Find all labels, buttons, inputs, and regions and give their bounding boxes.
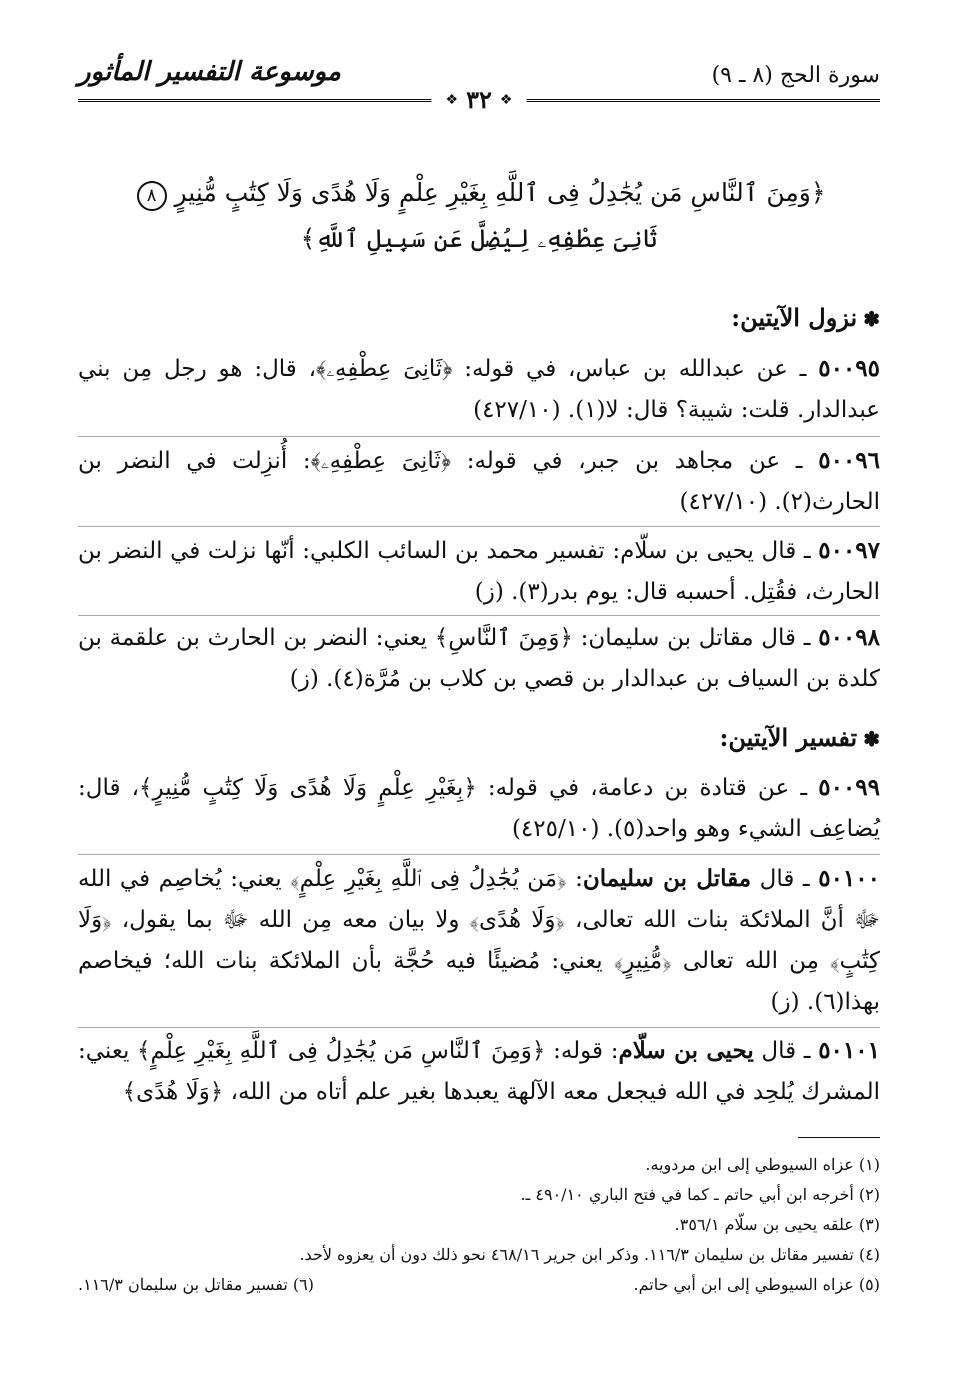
- entry-text: ـ عن عبدالله بن عباس، في قوله: ﴿ثَانِىَ عِطْفِهِۦ﴾، قال: هو رجل مِن بني عبدالدار. قلت: شيبة؟ قال: لا(١). (٤٢٧/١٠): [78, 356, 880, 423]
- entry-number: ٥٠١٠١: [818, 1037, 880, 1064]
- entry-number: ٥٠٠٩٦: [818, 447, 880, 474]
- entry-author: يحيى بن سلّام: [618, 1037, 754, 1064]
- footnote-rule: [798, 1137, 880, 1138]
- divider: [78, 436, 880, 437]
- ornament-icon: ❖: [499, 91, 513, 108]
- divider: [78, 526, 880, 527]
- page-number-block: [432, 85, 527, 114]
- entry-text: : ﴿مَن يُجَٰدِلُ فِى ٱللَّهِ بِغَيْرِ عِلْمٍ﴾ يعني: يُخاصِم في الله ﷻ أنَّ الملائكة بنات الله تعالى، ﴿وَلَا هُدًى﴾ ولا بيان معه مِن الله ﷻ بما يقول، ﴿وَلَا كِتَٰبٍ﴾ مِن الله تعالى ﴿مُّنِيرٍ﴾ يعني: مُضيئًا فيه حُجَّة بأن الملائكة بنات الله؛ فيخاصم بهذا(٦). (ز): [78, 866, 880, 1015]
- entry-number: ٥٠٠٩٩: [818, 774, 880, 801]
- page-number: ٣٢: [466, 85, 492, 114]
- entry-text: ـ قال يحيى بن سلّام: تفسير محمد بن السائب الكلبي: أنّها نزلت في النضر بن الحارث، فقُتِل. أحسبه قال: يوم بدر(٣). (ز): [78, 538, 880, 605]
- ornament-icon: ❖: [445, 91, 459, 108]
- book-title: موسوعة التفسير المأثور: [78, 57, 341, 87]
- entry-number: ٥٠٠٩٥: [818, 355, 880, 382]
- footnote-5: (٥) عزاه السيوطي إلى ابن أبي حاتم.: [633, 1275, 880, 1294]
- quran-verse: [118, 170, 840, 262]
- section-title-text: تفسير الآيتين:: [719, 723, 858, 752]
- entry-50099: [78, 767, 880, 850]
- entry-number: ٥٠١٠٠: [818, 865, 880, 892]
- divider: [78, 1027, 880, 1028]
- footnote-1: (١) عزاه السيوطي إلى ابن مردويه.: [645, 1155, 880, 1174]
- section-heading-revelation: [731, 303, 880, 332]
- entry-number: ٥٠٠٩٧: [818, 537, 880, 564]
- footnote-2: (٢) أخرجه ابن أبي حاتم ـ كما في فتح الباري ٤٩٠/١٠ ـ.: [520, 1185, 880, 1204]
- section-title-text: نزول الآيتين:: [731, 303, 858, 332]
- entry-50101: [78, 1030, 880, 1113]
- entry-50095: [78, 348, 880, 431]
- entry-pre: ـ قال: [751, 866, 819, 892]
- entry-author: مقاتل بن سليمان: [582, 865, 752, 892]
- verse-line-2: ثَانِىَ عِطْفِهِۦ لِيُضِلَّ عَن سَبِيلِ ٱللَّهِ﴾: [300, 224, 658, 253]
- footnote-4: (٤) تفسير مقاتل بن سليمان ١١٦/٣. وذكر ابن جرير ٤٦٨/١٦ نحو ذلك دون أن يعزوه لأحد.: [299, 1245, 880, 1264]
- entry-pre: ـ قال: [753, 1038, 819, 1064]
- entry-text: ـ عن قتادة بن دعامة، في قوله: ﴿بِغَيْرِ عِلْمٍ وَلَا هُدًى وَلَا كِتَٰبٍ مُّنِيرٍ﴾، قال: يُضاعِف الشيء وهو واحد(٥). (٤٢٥/١٠): [78, 775, 880, 842]
- page: [78, 55, 880, 1345]
- entry-50100: [78, 858, 880, 1023]
- entry-50097: [78, 530, 880, 613]
- footnote-pair: [78, 1270, 880, 1300]
- verse-line-1: ﴿وَمِنَ ٱلنَّاسِ مَن يُجَٰدِلُ فِى ٱللَّهِ بِغَيْرِ عِلْمٍ وَلَا هُدًى وَلَا كِتَٰبٍ مُّنِيرٍ: [174, 178, 826, 207]
- entry-number: ٥٠٠٩٨: [818, 624, 880, 651]
- flower-ornament-icon: ✽: [863, 307, 880, 331]
- section-heading-tafsir: [720, 723, 880, 752]
- footnote-3: (٣) علقه يحيى بن سلّام ٣٥٦/١.: [674, 1215, 880, 1234]
- page-header: [78, 55, 880, 113]
- entry-50098: [78, 617, 880, 700]
- flower-ornament-icon: ✽: [863, 727, 880, 751]
- entry-text: : قوله: ﴿وَمِنَ ٱلنَّاسِ مَن يُجَٰدِلُ فِى ٱللَّهِ بِغَيْرِ عِلْمٍ﴾ يعني: المشرك يُلحِد في الله فيجعل معه الآلهة يعبدها بغير علم أتاه من الله، ﴿وَلَا هُدًى﴾: [78, 1038, 880, 1105]
- entry-text: ـ عن مجاهد بن جبر، في قوله: ﴿ثَانِىَ عِطْفِهِۦ﴾: أُنزِلت في النضر بن الحارث(٢). (٤٢٧/١٠): [78, 448, 880, 515]
- ayah-number-marker: ٨: [137, 181, 167, 211]
- footnotes: [78, 1150, 880, 1300]
- surah-heading: سورة الحج (٨ ـ ٩): [711, 63, 880, 88]
- footnote-6: (٦) تفسير مقاتل بن سليمان ١١٦/٣.: [78, 1275, 314, 1294]
- divider: [78, 854, 880, 855]
- divider: [78, 615, 880, 616]
- entry-text: ـ قال مقاتل بن سليمان: ﴿وَمِنَ ٱلنَّاسِ﴾ يعني: النضر بن الحارث بن علقمة بن كلدة بن السياف بن عبدالدار بن قصي بن كلاب بن مُرَّة(٤). (ز): [78, 625, 880, 692]
- entry-50096: [78, 440, 880, 523]
